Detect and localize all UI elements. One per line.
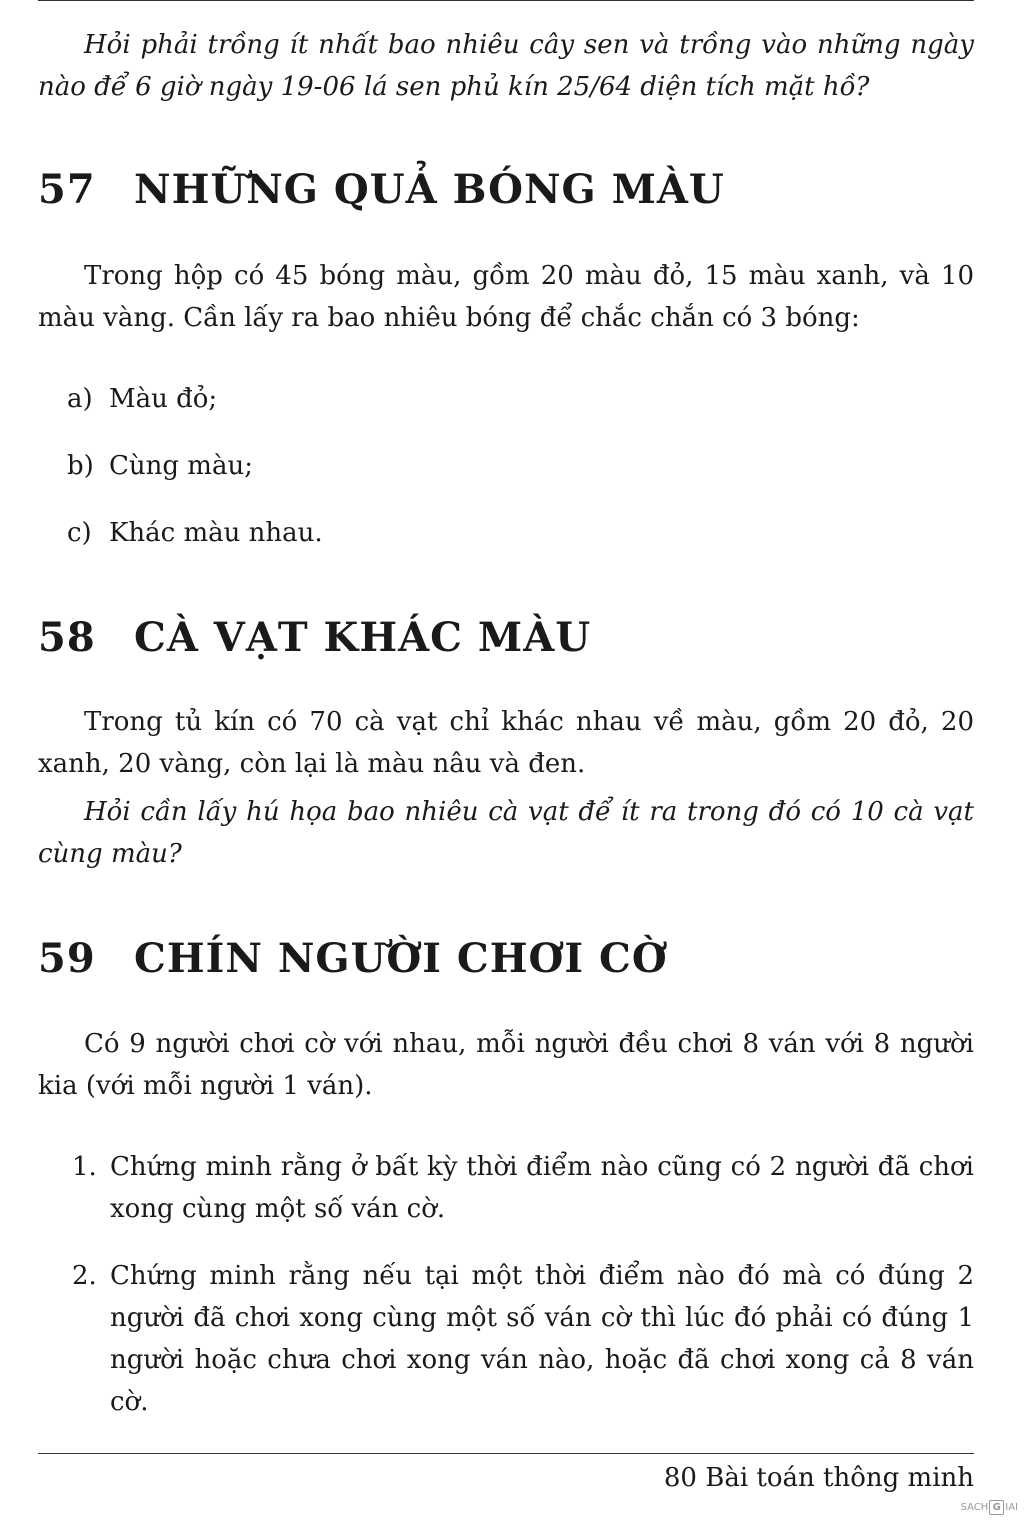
brand-text-right: IAI: [1005, 1502, 1018, 1513]
top-rule: [38, 0, 974, 1]
list-marker: 1.: [72, 1152, 97, 1182]
section-57-body: Trong hộp có 45 bóng màu, gồm 20 màu đỏ, 15 màu xanh, và 10 màu vàng. Cần lấy ra bao nhiêu bóng để chắc chắn có 3 bóng:: [38, 261, 974, 333]
section-58-heading: [38, 614, 591, 661]
list-item-text: Chứng minh rằng ở bất kỳ thời điểm nào cũng có 2 người đã chơi xong cùng một số ván cờ.: [110, 1152, 974, 1224]
list-item: [67, 445, 253, 487]
watermark-logo: [961, 1500, 1018, 1515]
list-item: [67, 378, 217, 420]
section-number: 58: [38, 614, 96, 661]
list-item-text: Màu đỏ;: [109, 384, 218, 414]
brand-text-left: SACH: [960, 1502, 989, 1513]
section-57-heading: [38, 166, 725, 213]
section-59-body: Có 9 người chơi cờ với nhau, mỗi người đều chơi 8 ván với 8 người kia (với mỗi người 1 ván).: [38, 1029, 974, 1101]
numbered-item: [38, 1146, 974, 1230]
section-number: 57: [38, 166, 96, 213]
section-59-heading: [38, 935, 668, 982]
brand-mark: G: [989, 1500, 1004, 1515]
section-title: NHỮNG QUẢ BÓNG MÀU: [134, 166, 725, 213]
footer-rule: [38, 1453, 974, 1454]
list-marker: b): [67, 451, 94, 481]
list-item-text: Chứng minh rằng nếu tại một thời điểm nào đó mà có đúng 2 người đã chơi xong cùng một số ván cờ thì lúc đó phải có đúng 1 người hoặc chưa chơi xong ván nào, hoặc đã chơi xong cả 8 ván cờ.: [110, 1261, 974, 1417]
list-marker: c): [67, 518, 92, 548]
section-title: CÀ VẠT KHÁC MÀU: [134, 614, 592, 661]
section-58-body: Trong tủ kín có 70 cà vạt chỉ khác nhau về màu, gồm 20 đỏ, 20 xanh, 20 vàng, còn lại là màu nâu và đen.: [38, 707, 974, 779]
list-marker: a): [67, 384, 93, 414]
list-item-text: Khác màu nhau.: [109, 518, 323, 548]
section-58-question: Hỏi cần lấy hú họa bao nhiêu cà vạt để ít ra trong đó có 10 cà vạt cùng màu?: [38, 797, 974, 869]
footer-book-title: 80 Bài toán thông minh: [663, 1463, 974, 1493]
list-item-text: Cùng màu;: [109, 451, 253, 481]
section-title: CHÍN NGƯỜI CHƠI CỜ: [134, 935, 668, 982]
intro-question: Hỏi phải trồng ít nhất bao nhiêu cây sen và trồng vào những ngày nào để 6 giờ ngày 19-06 lá sen phủ kín 25/64 diện tích mặt hồ?: [38, 30, 974, 102]
list-item: [67, 512, 323, 554]
numbered-item: [38, 1255, 974, 1423]
section-number: 59: [38, 935, 96, 982]
list-marker: 2.: [72, 1261, 97, 1291]
